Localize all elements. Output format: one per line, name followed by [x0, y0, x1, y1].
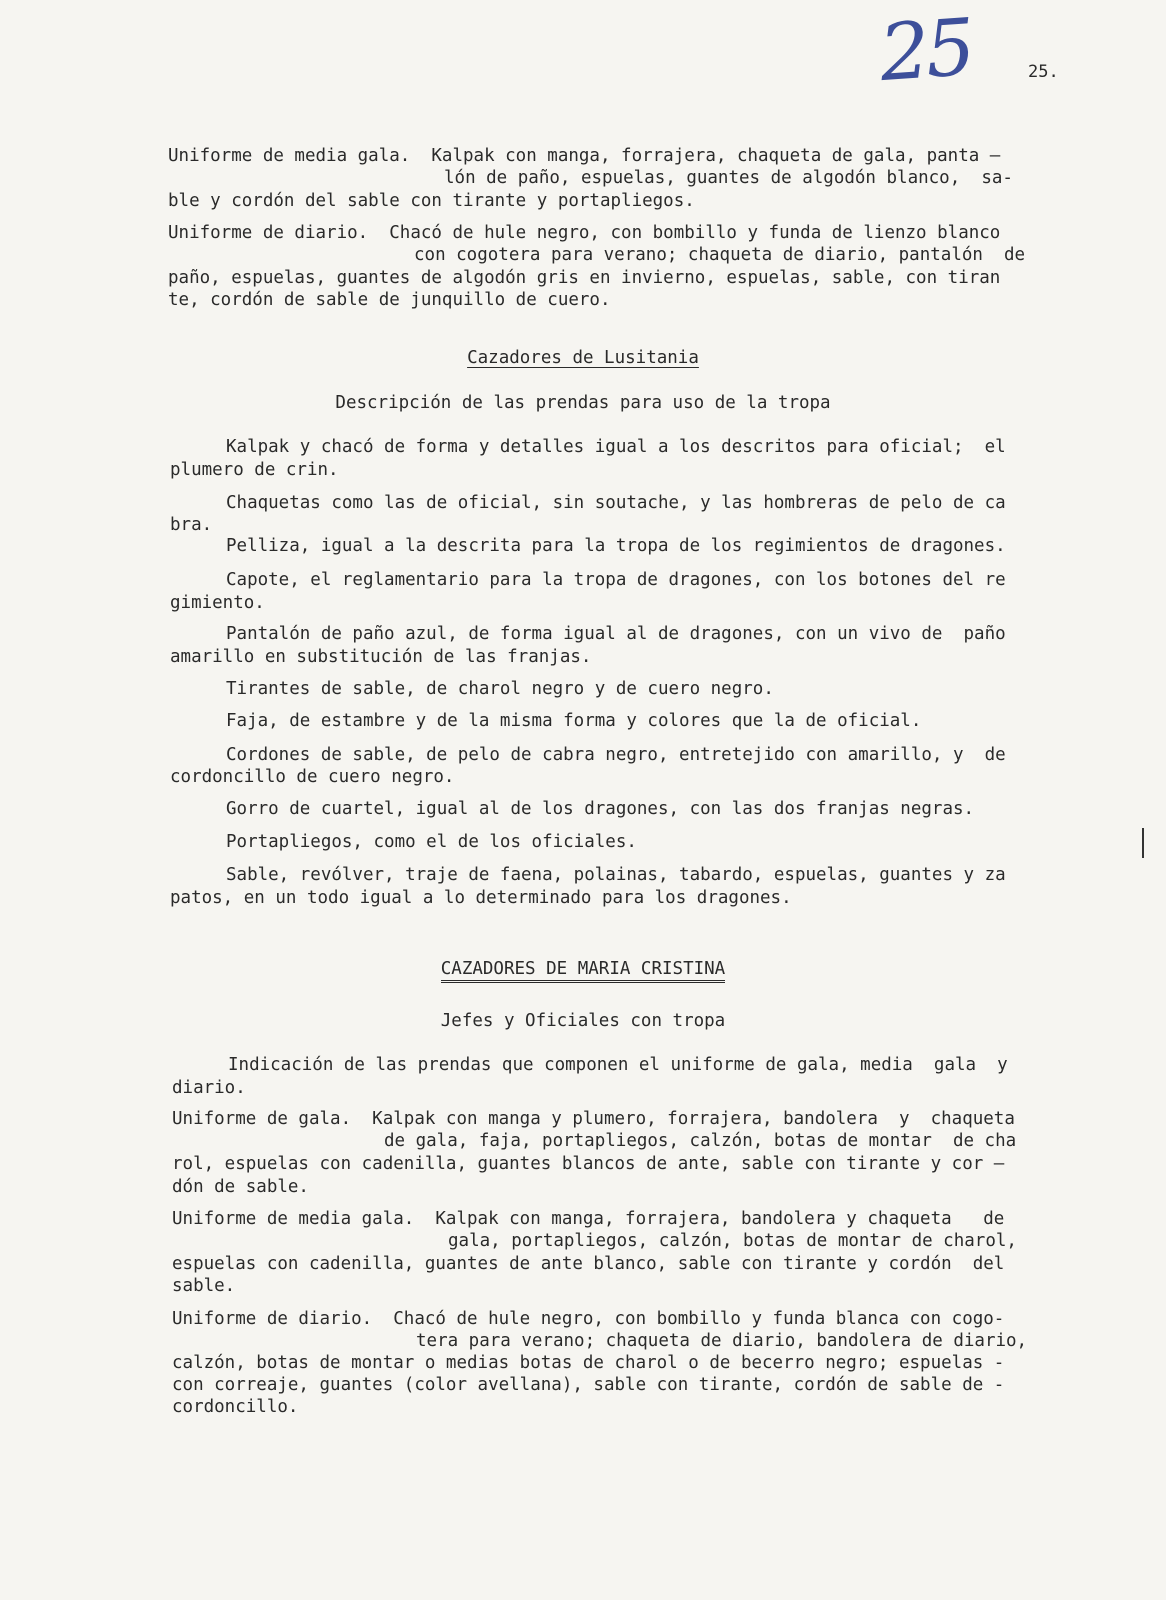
handwritten-page-number: 25 [876, 2, 975, 100]
text-line: Portapliegos, como el de los oficiales. [226, 832, 637, 852]
text-line: Kalpak y chacó de forma y detalles igual a los descritos para oficial; el [226, 437, 1006, 457]
text-line: diario. [172, 1078, 246, 1098]
text-line: patos, en un todo igual a lo determinado para los dragones. [170, 888, 792, 908]
text-line: Pelliza, igual a la descrita para la tropa de los regimientos de dragones. [226, 536, 1006, 556]
text-line: Uniforme de media gala. Kalpak con manga, forrajera, chaqueta de gala, panta — [168, 146, 1001, 166]
text-line: Capote, el reglamentario para la tropa de dragones, con los botones del re [226, 570, 1006, 590]
text-line: cordoncillo de cuero negro. [170, 767, 455, 787]
section-subheading: Jefes y Oficiales con tropa [440, 1011, 726, 1031]
text-line: gimiento. [170, 593, 265, 613]
text-line: Uniforme de media gala. Kalpak con manga, forrajera, bandolera y chaqueta de [172, 1209, 1005, 1229]
text-line: de gala, faja, portapliegos, calzón, botas de montar de cha [384, 1131, 1017, 1151]
text-line: con cogotera para verano; chaqueta de diario, pantalón de [414, 245, 1026, 265]
text-line: Tirantes de sable, de charol negro y de cuero negro. [226, 679, 774, 699]
text-line: amarillo en substitución de las franjas. [170, 647, 592, 667]
section-heading: Cazadores de Lusitania [467, 348, 699, 368]
text-line: Faja, de estambre y de la misma forma y colores que la de oficial. [226, 711, 922, 731]
text-line: rol, espuelas con cadenilla, guantes blancos de ante, sable con tirante y cor — [172, 1154, 1005, 1174]
section-subheading: Descripción de las prendas para uso de la tropa [335, 393, 831, 413]
text-line: Uniforme de gala. Kalpak con manga y plumero, forrajera, bandolera y chaqueta [172, 1109, 1015, 1129]
text-line: Gorro de cuartel, igual al de los dragones, con las dos franjas negras. [226, 799, 975, 819]
text-line: te, cordón de sable de junquillo de cuero. [168, 290, 611, 310]
text-line: lón de paño, espuelas, guantes de algodón blanco, sa- [444, 168, 1013, 188]
text-line: Indicación de las prendas que componen el uniforme de gala, media gala y [228, 1055, 1008, 1075]
text-line: con correaje, guantes (color avellana), sable con tirante, cordón de sable de - [172, 1375, 1005, 1395]
text-line: ble y cordón del sable con tirante y portapliegos. [168, 191, 695, 211]
text-line: dón de sable. [172, 1177, 309, 1197]
text-line: cordoncillo. [172, 1397, 299, 1417]
text-line: Uniforme de diario. Chacó de hule negro, con bombillo y funda blanca con cogo- [172, 1309, 1005, 1329]
page-number: 25. [1028, 62, 1059, 82]
text-line: gala, portapliegos, calzón, botas de montar de charol, [448, 1231, 1017, 1251]
text-line: paño, espuelas, guantes de algodón gris en invierno, espuelas, sable, con tiran [168, 268, 1001, 288]
text-line: calzón, botas de montar o medias botas de charol o de becerro negro; espuelas - [172, 1353, 1005, 1373]
text-line: espuelas con cadenilla, guantes de ante blanco, sable con tirante y cordón del [172, 1254, 1005, 1274]
text-line: tera para verano; chaqueta de diario, bandolera de diario, [416, 1331, 1028, 1351]
text-line: Pantalón de paño azul, de forma igual al de dragones, con un vivo de paño [226, 624, 1006, 644]
text-line: bra. [170, 515, 213, 535]
text-line: plumero de crin. [170, 460, 339, 480]
text-line: Sable, revólver, traje de faena, polainas, tabardo, espuelas, guantes y za [226, 865, 1006, 885]
text-line: Uniforme de diario. Chacó de hule negro, con bombillo y funda de lienzo blanco [168, 223, 1001, 243]
text-line: Cordones de sable, de pelo de cabra negro, entretejido con amarillo, y de [226, 745, 1006, 765]
section-heading: CAZADORES DE MARIA CRISTINA [0, 958, 1166, 980]
text-line: Chaquetas como las de oficial, sin soutache, y las hombreras de pelo de ca [226, 493, 1006, 513]
margin-mark [1142, 828, 1144, 858]
text-line: sable. [172, 1276, 236, 1296]
